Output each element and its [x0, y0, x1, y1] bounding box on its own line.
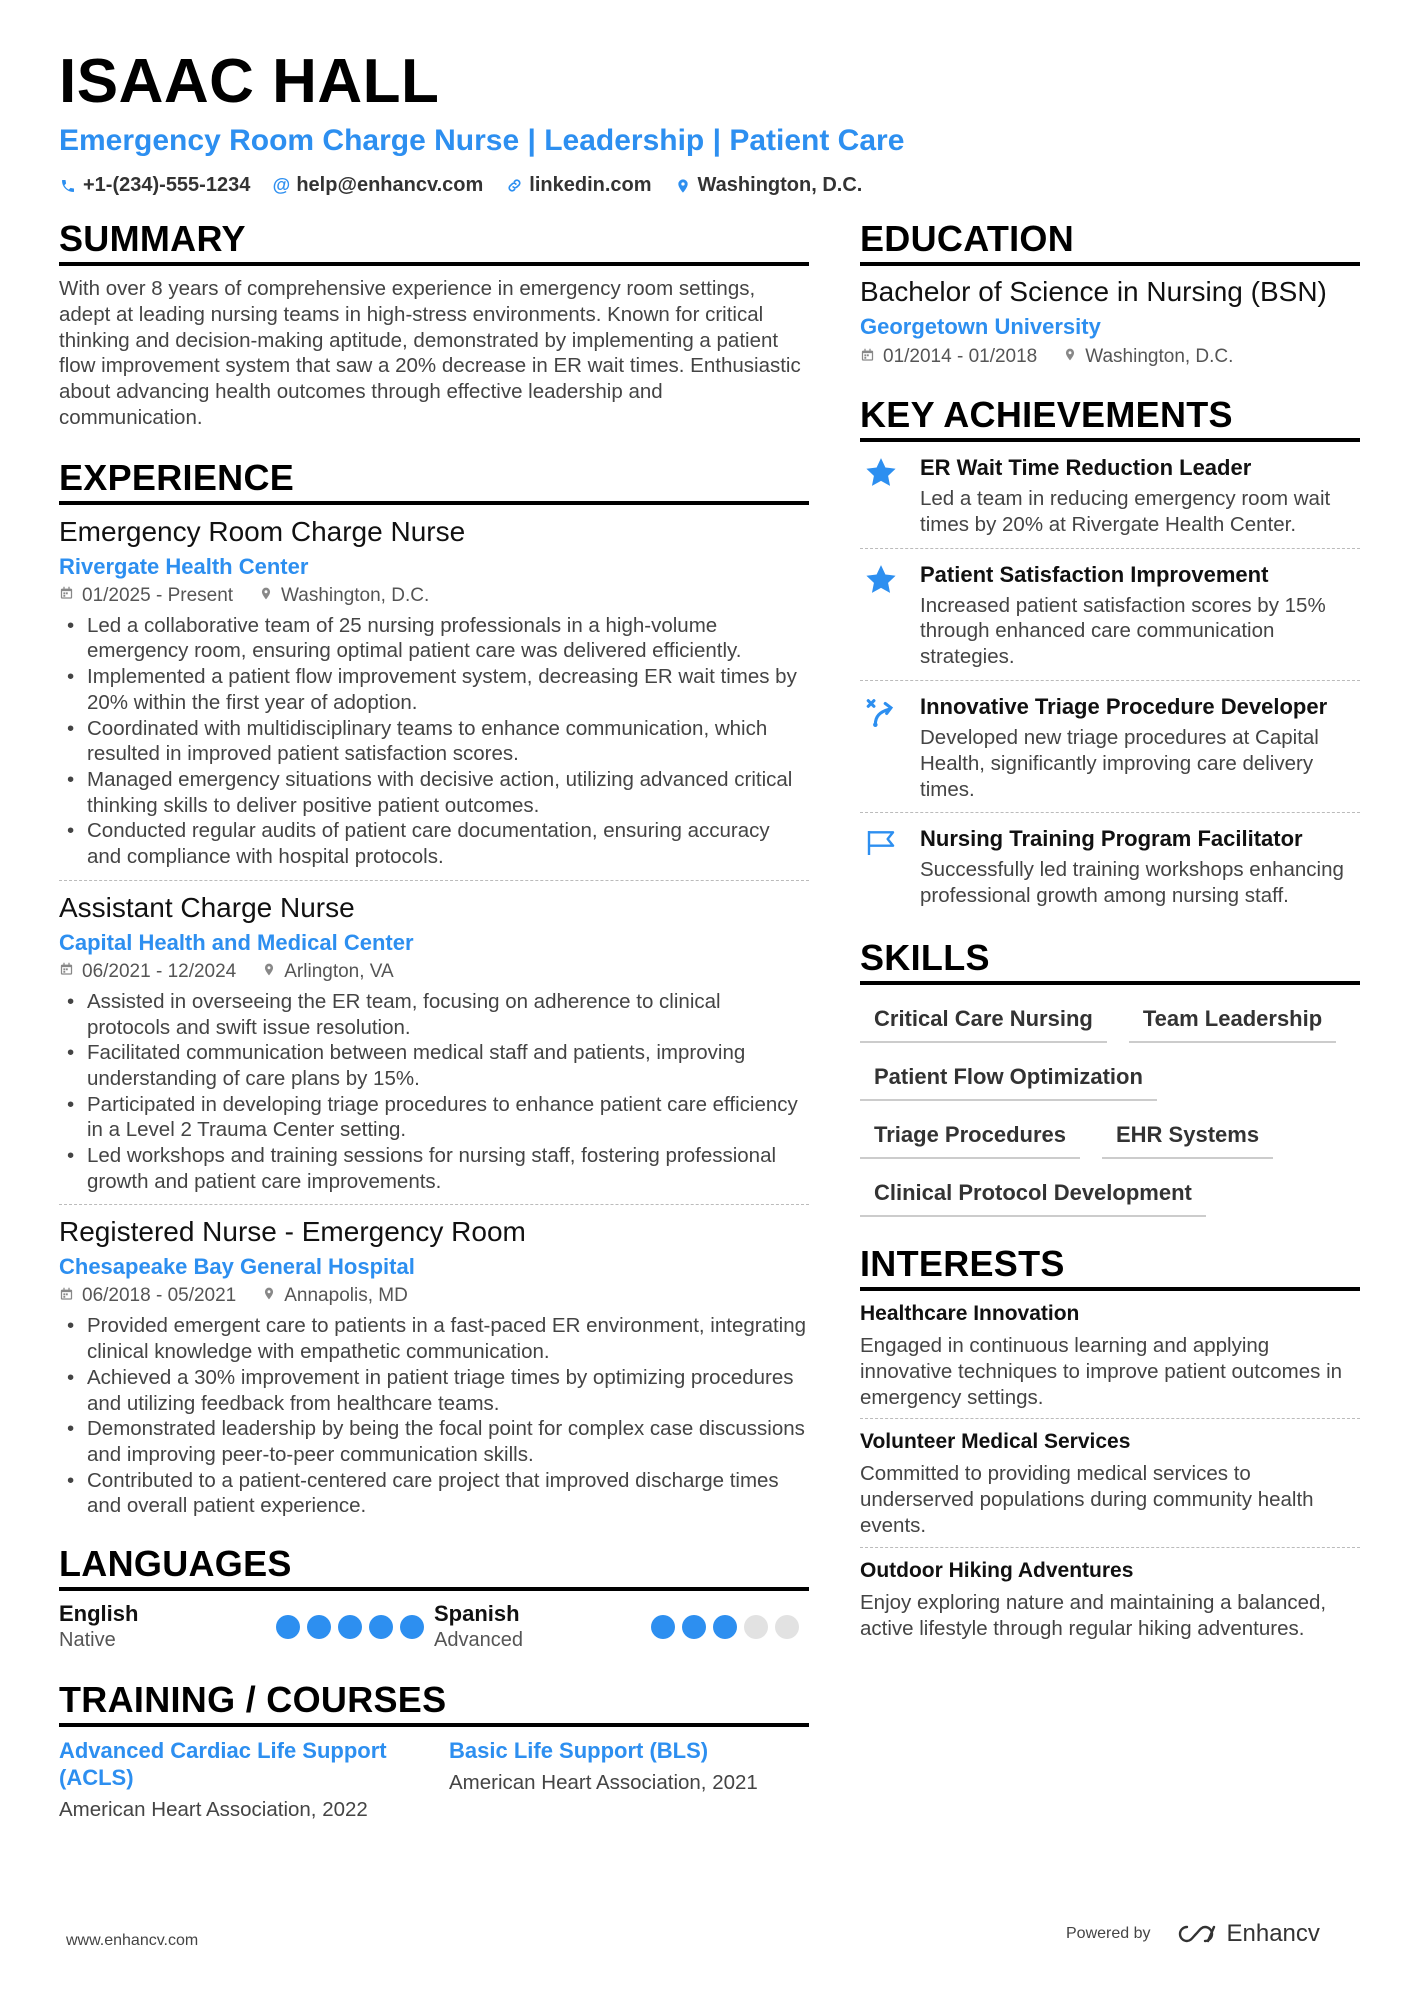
achievements-section — [860, 394, 1360, 919]
rating-dot-filled — [276, 1615, 300, 1639]
rating-dot-filled — [400, 1615, 424, 1639]
job-title: Assistant Charge Nurse — [59, 891, 355, 923]
star-icon — [860, 561, 902, 670]
bullet-item: • Assisted in overseeing the ER team, focusing on adherence to clinical protocols and swift issue resolution. — [59, 989, 809, 1040]
language-name: Spanish — [434, 1601, 520, 1627]
job-dates — [59, 1285, 236, 1307]
skill-tag: EHR Systems — [1102, 1115, 1273, 1159]
school-name: Georgetown University — [860, 314, 1101, 339]
at-icon: @ — [272, 175, 291, 195]
calendar-icon — [59, 585, 74, 606]
language-rating — [651, 1615, 799, 1639]
bullet-item: • Led a collaborative team of 25 nursing professionals in a high-volume emergency room, ensuring optimal patient care was delivered efficiently. — [59, 613, 809, 664]
star-icon — [860, 454, 902, 538]
email-text: help@enhancv.com — [296, 174, 484, 196]
contact-phone[interactable] — [59, 174, 250, 197]
job-meta — [59, 961, 809, 983]
resume-header — [59, 48, 1359, 197]
interest-item — [860, 1291, 1360, 1419]
language-rating — [276, 1615, 424, 1639]
language-list — [59, 1601, 809, 1653]
powered-by-label: Powered by — [1066, 1925, 1151, 1942]
job-bullets — [59, 613, 809, 870]
job-title: Emergency Room Charge Nurse — [59, 515, 466, 547]
location-pin-icon — [262, 1285, 276, 1307]
calendar-icon — [59, 1286, 74, 1307]
rating-dot-filled — [338, 1615, 362, 1639]
section-title: TRAINING / COURSES — [59, 1679, 809, 1727]
achievement-desc: Increased patient satisfaction scores by 15% through enhanced care communication strategies. — [920, 593, 1326, 669]
calendar-icon — [860, 347, 875, 368]
contact-linkedin[interactable] — [505, 174, 651, 197]
location-pin-icon — [259, 585, 273, 607]
training-section — [59, 1679, 809, 1823]
section-title: SUMMARY — [59, 218, 809, 266]
rating-dot-empty — [775, 1615, 799, 1639]
job-title: Registered Nurse - Emergency Room — [59, 1216, 526, 1248]
achievement-desc: Successfully led training workshops enhancing professional growth among nursing staff. — [920, 858, 1344, 908]
company-name: Capital Health and Medical Center — [59, 929, 414, 955]
location-pin-icon — [674, 177, 692, 195]
bullet-item: • Led workshops and training sessions for nursing staff, fostering professional growth and patient care improvements. — [59, 1143, 809, 1194]
job-dates — [59, 961, 236, 983]
education-meta — [860, 346, 1360, 368]
brand-name: Enhancv — [1226, 1920, 1320, 1947]
rating-dot-filled — [651, 1615, 675, 1639]
skills-section — [860, 937, 1360, 1217]
job-dates — [59, 585, 233, 607]
job-location — [259, 585, 429, 607]
summary-text: With over 8 years of comprehensive experience in emergency room settings, adept at leading nursing teams in high-stress environments. Known for critical thinking and decision-making aptitude, demonstrated by implementing a patient flow improvement system that saw a 20% decrease in ER wait times. Enthusiastic about advancing health outcomes through effective leadership and communication. — [59, 277, 801, 429]
interest-title: Healthcare Innovation — [860, 1301, 1080, 1325]
phone-text: +1-(234)-555-1234 — [83, 174, 251, 196]
job-meta — [59, 585, 809, 607]
achievement-item — [860, 681, 1360, 813]
achievement-title: Patient Satisfaction Improvement — [920, 561, 1269, 587]
interest-item — [860, 1419, 1360, 1547]
bullet-item: • Coordinated with multidisciplinary teams to enhance communication, which resulted in improved patient satisfaction scores. — [59, 716, 809, 767]
skill-tag: Patient Flow Optimization — [860, 1057, 1157, 1101]
bullet-item: • Provided emergent care to patients in a fast-paced ER environment, integrating clinical knowledge with empathetic communication. — [59, 1313, 809, 1364]
footer-website[interactable]: www.enhancv.com — [66, 1932, 199, 1949]
interest-item — [860, 1548, 1360, 1650]
education-location — [1063, 346, 1233, 368]
job-entry — [59, 505, 809, 881]
course-title: Basic Life Support (BLS) — [449, 1738, 709, 1764]
dates-text: 01/2025 - Present — [82, 584, 234, 606]
skill-list — [860, 999, 1360, 1217]
interest-title: Volunteer Medical Services — [860, 1430, 1131, 1454]
achievement-title: ER Wait Time Reduction Leader — [920, 455, 1252, 480]
bullet-item: • Implemented a patient flow improvement system, decreasing ER wait times by 20% within the first year of adoption. — [59, 664, 809, 715]
dates-text: 06/2021 - 12/2024 — [82, 960, 237, 982]
languages-section — [59, 1543, 809, 1653]
skill-tag: Clinical Protocol Development — [860, 1173, 1206, 1217]
rating-dot-filled — [369, 1615, 393, 1639]
language-level: Advanced — [434, 1629, 523, 1652]
section-title: EDUCATION — [860, 218, 1360, 266]
rating-dot-filled — [713, 1615, 737, 1639]
location-text: Washington, D.C. — [1085, 346, 1234, 367]
location-text: Arlington, VA — [284, 960, 394, 982]
contact-email[interactable] — [272, 174, 483, 197]
section-title: INTERESTS — [860, 1243, 1360, 1291]
linkedin-text: linkedin.com — [529, 174, 652, 196]
phone-icon — [59, 178, 77, 194]
course-list — [59, 1737, 809, 1823]
contact-location — [674, 174, 863, 197]
location-text: Washington, D.C. — [281, 584, 430, 606]
achievement-title: Innovative Triage Procedure Developer — [920, 693, 1328, 719]
achievement-desc: Developed new triage procedures at Capital Health, significantly improving care delivery times. — [920, 725, 1319, 801]
experience-section — [59, 457, 809, 1529]
section-title: SKILLS — [860, 937, 1360, 985]
education-dates — [860, 346, 1037, 368]
job-meta — [59, 1285, 809, 1307]
strategy-icon — [860, 693, 902, 802]
bullet-item: • Demonstrated leadership by being the focal point for complex case discussions and improving peer-to-peer communication skills. — [59, 1416, 809, 1467]
job-entry — [59, 1205, 809, 1529]
achievement-item — [860, 813, 1360, 919]
location-pin-icon — [1063, 346, 1077, 368]
link-icon — [505, 177, 523, 194]
course-org: American Heart Association, 2022 — [59, 1798, 368, 1822]
job-entry — [59, 881, 809, 1206]
interest-title: Outdoor Hiking Adventures — [860, 1558, 1134, 1582]
skill-tag: Team Leadership — [1129, 999, 1336, 1043]
language-item — [434, 1601, 809, 1653]
footer-brand[interactable] — [1066, 1920, 1320, 1948]
course-item — [59, 1737, 419, 1823]
skill-tag: Triage Procedures — [860, 1115, 1080, 1159]
interest-desc: Committed to providing medical services to underserved populations during community health events. — [860, 1462, 1314, 1537]
rating-dot-filled — [682, 1615, 706, 1639]
location-pin-icon — [262, 961, 276, 983]
contact-bar — [59, 174, 1359, 197]
bullet-item: • Managed emergency situations with decisive action, utilizing advanced critical thinking skills to deliver positive patient outcomes. — [59, 767, 809, 818]
candidate-name: ISAAC HALL — [59, 47, 440, 116]
language-item — [59, 1601, 434, 1653]
job-location — [262, 961, 393, 983]
interests-section — [860, 1243, 1360, 1649]
summary-section — [59, 218, 809, 431]
degree-title: Bachelor of Science in Nursing (BSN) — [860, 276, 1327, 307]
bullet-item: • Contributed to a patient-centered care project that improved discharge times and overall patient experience. — [59, 1468, 809, 1519]
bullet-item: • Participated in developing triage procedures to enhance patient care efficiency in a Level 2 Trauma Center setting. — [59, 1092, 809, 1143]
course-item — [449, 1737, 809, 1823]
job-location — [262, 1285, 408, 1307]
rating-dot-filled — [307, 1615, 331, 1639]
job-bullets — [59, 989, 809, 1195]
section-title: EXPERIENCE — [59, 457, 809, 505]
location-text: Annapolis, MD — [284, 1285, 408, 1307]
skill-tag: Critical Care Nursing — [860, 999, 1107, 1043]
company-name: Chesapeake Bay General Hospital — [59, 1254, 415, 1280]
bullet-item: • Facilitated communication between medical staff and patients, improving understanding of care plans by 15%. — [59, 1040, 809, 1091]
education-section — [860, 218, 1360, 368]
achievement-item — [860, 549, 1360, 681]
dates-text: 06/2018 - 05/2021 — [82, 1285, 237, 1307]
interest-desc: Enjoy exploring nature and maintaining a balanced, active lifestyle through regular hiking adventures. — [860, 1590, 1327, 1640]
bullet-item: • Conducted regular audits of patient care documentation, ensuring accuracy and compliance with hospital protocols. — [59, 818, 809, 869]
achievement-desc: Led a team in reducing emergency room wait times by 20% at Rivergate Health Center. — [920, 487, 1331, 536]
flag-icon — [860, 825, 902, 909]
job-bullets — [59, 1313, 809, 1519]
section-title: LANGUAGES — [59, 1543, 809, 1591]
section-title: KEY ACHIEVEMENTS — [860, 394, 1360, 442]
candidate-headline: Emergency Room Charge Nurse | Leadership | Patient Care — [59, 124, 905, 157]
language-name: English — [59, 1601, 139, 1627]
company-name: Rivergate Health Center — [59, 553, 309, 579]
enhancv-logo-icon — [1173, 1922, 1219, 1946]
course-title: Advanced Cardiac Life Support (ACLS) — [59, 1738, 387, 1791]
achievement-item — [860, 442, 1360, 549]
course-org: American Heart Association, 2021 — [449, 1771, 758, 1795]
left-column — [59, 218, 809, 1849]
achievement-title: Nursing Training Program Facilitator — [920, 826, 1303, 852]
brand-logo — [1173, 1920, 1320, 1948]
dates-text: 01/2014 - 01/2018 — [883, 346, 1038, 367]
rating-dot-empty — [744, 1615, 768, 1639]
calendar-icon — [59, 961, 74, 982]
interest-desc: Engaged in continuous learning and applying innovative techniques to improve patient outcomes in emergency settings. — [860, 1333, 1343, 1409]
location-text: Washington, D.C. — [697, 174, 863, 196]
bullet-item: • Achieved a 30% improvement in patient triage times by optimizing procedures and utilizing feedback from healthcare teams. — [59, 1365, 809, 1416]
language-level: Native — [59, 1629, 116, 1652]
right-column — [860, 218, 1360, 1675]
